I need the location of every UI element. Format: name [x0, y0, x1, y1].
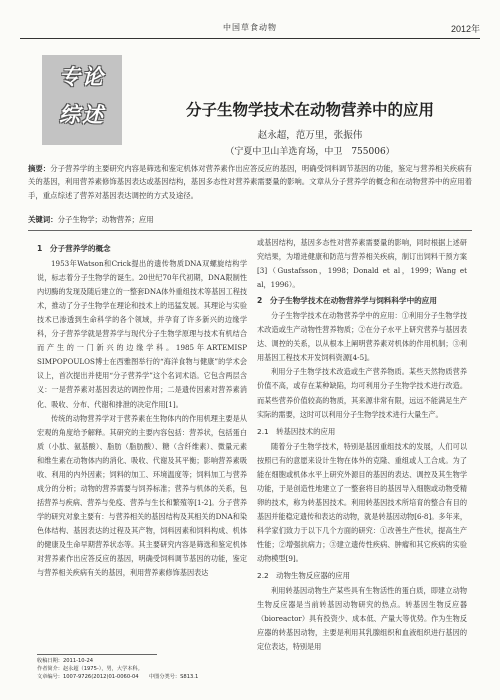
- footnote-divider: [37, 654, 157, 655]
- header-divider: [20, 38, 480, 39]
- subsection-heading-2-1: 2.1 转基因技术的应用: [257, 426, 336, 436]
- paragraph: 利用分子生物学技术改造或生产营养物质。某些天然物质营养价值不高，或存在某种缺陷，均可利用分子生物学技术进行改造。而某些营养价值较高的物质，其来源非常有限，远远不能满足生产实际的需要，这时可以利用分子生物学技术进行大量生产。: [257, 367, 467, 419]
- author-affiliation: （宁夏中卫山羊选育场，中卫 755006）: [225, 147, 395, 157]
- footnote: [37, 657, 237, 681]
- journal-name: 中国草食动物: [223, 23, 277, 32]
- paragraph: 传统的动物营养学对于营养素在生物体内的作用机理主要是从宏观的角度给予解释。其研究的主要内容包括：营养状，包括蛋白质（小肽、氨基酸）、脂肪（脂肪酸）、糖（含纤维素）、微量元素和维生素在动物体内的消化、吸收、代谢及其平衡；影响营养素吸收、利用的内外因素；饲料的加工、环境温度等；饲料加工与营养成分的分析；动物的营养需要与饲养标准；营养与机体的关系，包括营养与疾病、营养与免疫、营养与生长和繁殖等[1-2]。分子营养学的研究对象主要有：与营养相关的基因结构及其相关的DNA和染色体结构、基因表达的过程及其产物，饲料因素和饲料构成、机体的健康及生命早期营养状态等。其主要研究内容是筛选和鉴定机体对营养素作出应答反应的基因，明确受饲料调节基因的功能，鉴定与营养相关疾病有关的基因，利用营养素修饰基因表达: [37, 413, 247, 578]
- paragraph: 随着分子生物学技术，特别是基因重组技术的发展，人们可以按照已有的意愿来设计生物在体外的克隆、重组或人工合成。为了能在细胞或机体水平上研究外源目的基因的表达、调控及其生物学功能，于是创造性地建立了一整套将目的基因导入细胞或动物受精卵的技术，称为转基因技术。利用转基因技术所培育的整合有目的基因并能稳定遗传和表达的动物，就是转基因动物[6-8]。多年来，科学家们致力于以下几个方面的研究：①改善生产性状，提高生产性能；②增强抗病力；③建立遗传性疾病、肿瘤和其它疾病的实验动物模型[9]。: [257, 441, 467, 564]
- section-heading-2: 2 分子生物学技术在动物营养学与饲料科学中的应用: [257, 296, 437, 306]
- subsection-heading-2-2: 2.2 动物生物反应器的应用: [257, 571, 351, 581]
- article-authors: 赵永超，范万里，张振伟: [257, 130, 363, 141]
- author-bio: 作者简介：赵永超（1975-），男，大学本科。: [37, 666, 143, 672]
- right-column: [257, 236, 467, 654]
- paragraph: 利用转基因动物生产某些具有生物活性的蛋白质，即建立动物生物反应器是当前转基因动物研究的热点。转基因生物反应器（bioreactor）具有投资少、成本低、产量大等优势。作为生物反应器的转基因动物，主要是利用其乳腺组织和血液组织进行基因的定位表达，特别是用: [257, 586, 467, 652]
- paragraph: 或基因结构，基因多态性对营养素需要量的影响，同时根据上述研究结果，为增进健康和防范与营养相关疾病，制订出饲料干预方案[3]（Gustafsson，1998；Donald et al，1999；Wang et al，1996）。: [257, 238, 467, 290]
- received-date: 收稿日期：2011-10-24: [37, 658, 94, 664]
- article-title: 分子生物学技术在动物营养中的应用: [185, 100, 434, 119]
- journal-year: 2012年: [450, 24, 480, 34]
- badge-line-2: 综述: [59, 103, 105, 127]
- section-badge: [42, 55, 122, 145]
- abstract-label: 摘要：: [28, 164, 51, 173]
- section-heading-1: 1 分子营养学的概念: [37, 244, 111, 253]
- abstract-text: 分子营养学的主要研究内容是筛选和鉴定机体对营养素作出应答反应的基因，明确受饲料调节基因的功能，鉴定与营养相关疾病有关的基因，利用营养素修饰基因表达或基因结构，基因多态性对营养素需要量的影响。文章从分子营养学的概念和在动物营养中的应用着手，重点综述了营养对基因表达调控的方式及途径。: [28, 164, 472, 200]
- abstract-divider: [28, 230, 472, 231]
- badge-line-1: 专论: [59, 65, 105, 89]
- keywords-label: 关键词：: [28, 215, 58, 224]
- left-column: [37, 240, 247, 580]
- paragraph: 1953年Watson和Crick提出的遗传物质DNA双螺旋结构学说，标志着分子生物学的诞生。20世纪70年代初期，DNA限制性内切酶的发现及随后建立的一整套DNA体外重组技术等基因工程技术，推动了分子生物学在理论和技术上的迅猛发展。其理论与实验技术已渗透到生命科学的各个领域，并孕育了许多新兴的边缘学科，分子营养学就是营养学与现代分子生物学原理与技术有机结合而产生的一门新兴的边缘学科。1985年ARTEMISP SIMPOPOULOS博士在西雅图举行的“海洋食物与健康”的学术会议上，首次提出并使用“分子营养学”这个名词术语。它包含两层含义：一是营养素对基因表达的调控作用；二是遗传因素对营养素消化、吸收、分布、代谢和排泄的决定作用[1]。: [37, 259, 247, 409]
- keywords: [28, 214, 472, 225]
- keywords-text: 分子生物学；动物营养；应用: [57, 215, 154, 224]
- paragraph: 分子生物学技术在动物营养学中的应用：①利用分子生物学技术改造或生产动物性营养物质；②在分子水平上研究营养与基因表达、调控的关系，以从根本上阐明营养素对机体的作用机制；③利用基因工程技术开发饲料资源[4-5]。: [257, 311, 467, 363]
- article-number: 文章编号：1007-9726(2012)01-0060-04 中图分类号：S813.1: [37, 674, 199, 680]
- page-header: [0, 8, 500, 46]
- abstract: [28, 162, 472, 202]
